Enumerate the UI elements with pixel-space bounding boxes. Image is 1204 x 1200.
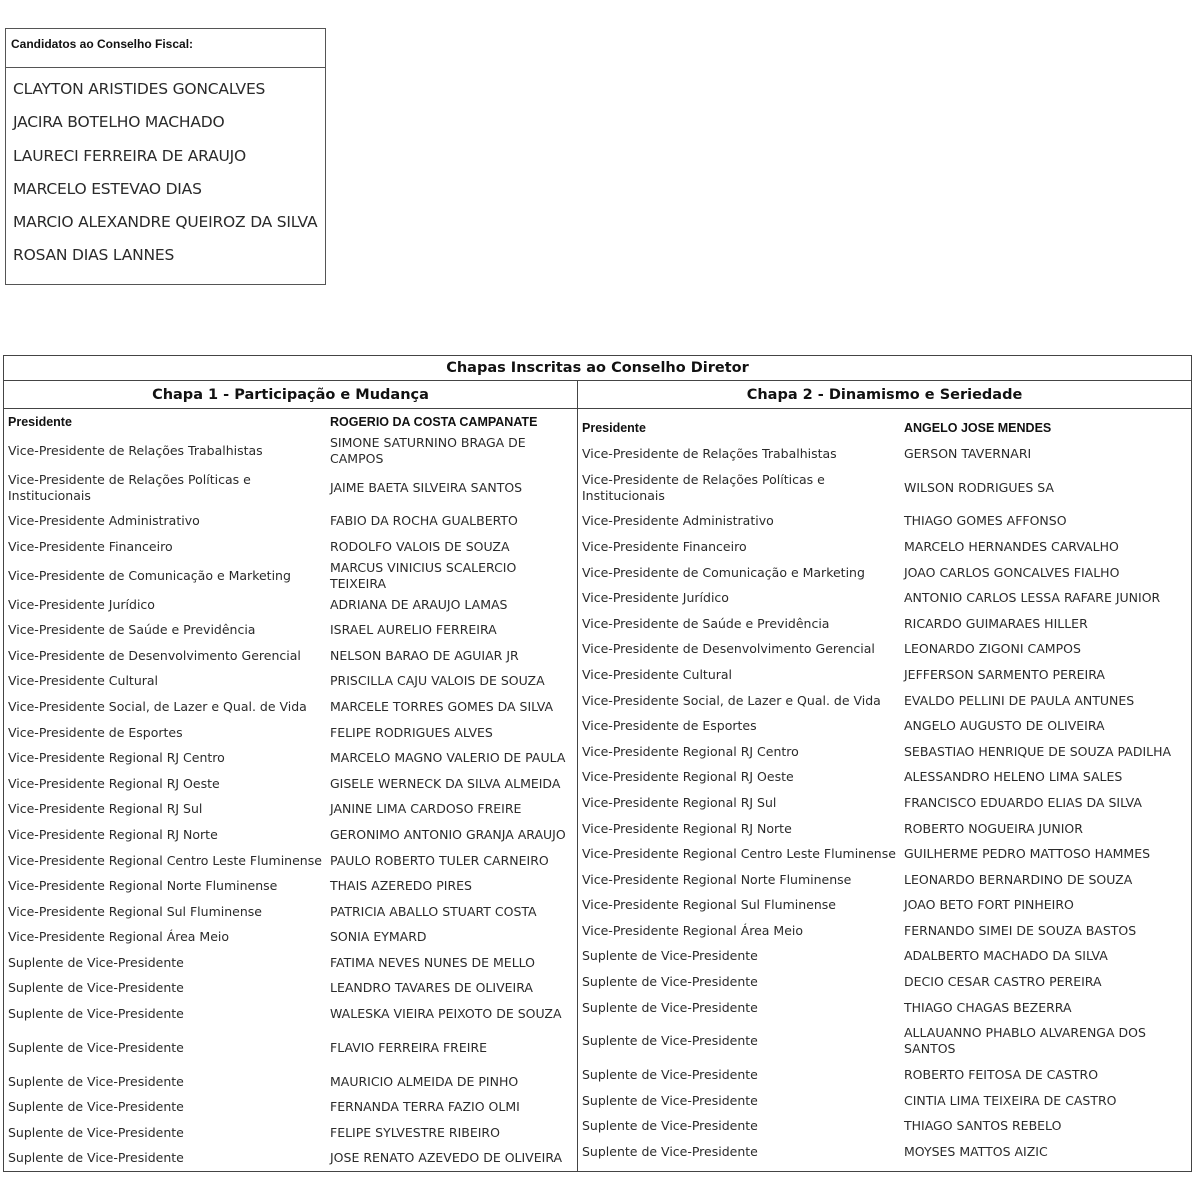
member-name-cell: JEFFERSON SARMENTO PEREIRA (904, 666, 1105, 682)
role-cell: Suplente de Vice-Presidente (8, 1150, 184, 1166)
role-cell: Vice-Presidente Social, de Lazer e Qual. de Vida (8, 698, 307, 714)
role-cell: Presidente (8, 414, 72, 429)
member-name-cell: SONIA EYMARD (330, 929, 427, 945)
table-row (4, 1027, 577, 1069)
member-name-cell: ISRAEL AURELIO FERREIRA (330, 622, 497, 638)
table-row (4, 509, 577, 535)
member-name-cell: ANGELO JOSE MENDES (904, 421, 1052, 436)
member-name-cell: JAIME BAETA SILVEIRA SANTOS (330, 479, 523, 495)
role-cell: Vice-Presidente Financeiro (8, 538, 173, 554)
role-cell: Vice-Presidente Regional Área Meio (582, 922, 804, 938)
table-row (578, 585, 1191, 611)
role-cell: Vice-Presidente de Esportes (582, 718, 757, 734)
table-row (578, 441, 1191, 467)
member-name-cell: DECIO CESAR CASTRO PEREIRA (904, 974, 1102, 990)
role-cell: Vice-Presidente Regional Norte Fluminense (582, 871, 852, 887)
table-row (4, 822, 577, 848)
role-cell: Vice-Presidente de Relações Trabalhistas (8, 442, 263, 458)
member-name-cell: LEONARDO ZIGONI CAMPOS (904, 641, 1081, 657)
role-cell: Vice-Presidente de Saúde e Previdência (8, 622, 256, 638)
table-row (578, 841, 1191, 867)
table-row (578, 944, 1191, 970)
role-cell: Vice-Presidente Regional RJ Norte (8, 826, 218, 842)
table-row (4, 643, 577, 669)
table-row (578, 867, 1191, 893)
role-cell: Vice-Presidente de Relações Políticas e Institucionais (582, 471, 825, 503)
table-row (4, 899, 577, 925)
table-row (578, 995, 1191, 1021)
fiscal-member: MARCIO ALEXANDRE QUEIROZ DA SILVA (13, 213, 318, 232)
fiscal-member: ROSAN DIAS LANNES (13, 246, 175, 265)
member-name-cell: ALESSANDRO HELENO LIMA SALES (904, 769, 1123, 785)
member-name-cell: FERNANDA TERRA FAZIO OLMI (330, 1099, 520, 1115)
member-name-cell: THIAGO CHAGAS BEZERRA (904, 999, 1072, 1015)
table-row (578, 611, 1191, 637)
table-row (4, 1120, 577, 1146)
table-row (578, 790, 1191, 816)
chapa1-title: Chapa 1 - Participação e Mudança (4, 381, 578, 409)
role-cell: Vice-Presidente Regional RJ Oeste (582, 769, 794, 785)
member-name-cell: MAURICIO ALMEIDA DE PINHO (330, 1073, 519, 1089)
member-name-cell: ANTONIO CARLOS LESSA RAFARE JUNIOR (904, 590, 1161, 606)
fiscal-member: JACIRA BOTELHO MACHADO (13, 113, 225, 132)
table-row (4, 848, 577, 874)
member-name-cell: JOSE RENATO AZEVEDO DE OLIVEIRA (330, 1150, 563, 1166)
member-name-cell: JOAO CARLOS GONCALVES FIALHO (904, 564, 1120, 580)
member-name-cell: FATIMA NEVES NUNES DE MELLO (330, 954, 536, 970)
fiscal-member: CLAYTON ARISTIDES GONCALVES (13, 80, 266, 98)
member-name-cell: ADRIANA DE ARAUJO LAMAS (330, 596, 508, 612)
member-name-cell: RICARDO GUIMARAES HILLER (904, 615, 1088, 631)
table-row (4, 467, 577, 509)
table-row (4, 1146, 577, 1172)
role-cell: Suplente de Vice-Presidente (8, 954, 184, 970)
member-name-cell: LEONARDO BERNARDINO DE SOUZA (904, 871, 1133, 887)
table-row (4, 745, 577, 771)
role-cell: Vice-Presidente Regional Sul Fluminense (582, 897, 836, 913)
table-row (578, 415, 1191, 441)
table-row (4, 1069, 577, 1095)
role-cell: Suplente de Vice-Presidente (582, 974, 758, 990)
role-cell: Vice-Presidente Regional RJ Oeste (8, 775, 220, 791)
table-row (4, 771, 577, 797)
member-name-cell: ANGELO AUGUSTO DE OLIVEIRA (904, 718, 1105, 734)
table-row (578, 918, 1191, 944)
table-row (4, 797, 577, 823)
member-name-cell: CINTIA LIMA TEIXEIRA DE CASTRO (904, 1092, 1117, 1108)
table-row (578, 467, 1191, 509)
role-cell: Vice-Presidente de Desenvolvimento Gerencial (8, 647, 301, 663)
member-name-cell: FELIPE SYLVESTRE RIBEIRO (330, 1124, 500, 1140)
role-cell: Suplente de Vice-Presidente (8, 1039, 184, 1055)
fiscal-members-list (6, 68, 325, 273)
fiscal-member: LAURECI FERREIRA DE ARAUJO (13, 146, 247, 165)
member-name-cell: ROBERTO NOGUEIRA JUNIOR (904, 820, 1083, 836)
role-cell: Suplente de Vice-Presidente (8, 980, 184, 996)
role-cell: Suplente de Vice-Presidente (8, 1124, 184, 1140)
role-cell: Vice-Presidente de Relações Políticas e Institucionais (8, 471, 251, 503)
role-cell: Vice-Presidente de Esportes (8, 724, 183, 740)
member-name-cell: MARCELE TORRES GOMES DA SILVA (330, 698, 554, 714)
table-row (4, 534, 577, 560)
table-row (4, 873, 577, 899)
table-row (578, 1062, 1191, 1088)
table-row (4, 669, 577, 695)
member-name-cell: MARCUS VINICIUS SCALERCIO TEIXEIRA (330, 559, 517, 591)
member-name-cell: THIAGO GOMES AFFONSO (904, 513, 1067, 529)
role-cell: Vice-Presidente de Comunicação e Marketing (582, 564, 865, 580)
role-cell: Vice-Presidente Financeiro (582, 538, 747, 554)
role-cell: Presidente (582, 421, 646, 436)
member-name-cell: MARCELO HERNANDES CARVALHO (904, 538, 1119, 554)
role-cell: Vice-Presidente Administrativo (8, 513, 200, 529)
table-row (578, 1139, 1191, 1165)
table-row (4, 617, 577, 643)
member-name-cell: SIMONE SATURNINO BRAGA DE CAMPOS (330, 434, 526, 466)
table-row (578, 534, 1191, 560)
table-row (578, 509, 1191, 535)
table-row (578, 765, 1191, 791)
chapa1-body (4, 409, 578, 1172)
role-cell: Suplente de Vice-Presidente (8, 1099, 184, 1115)
role-cell: Suplente de Vice-Presidente (582, 1033, 758, 1049)
table-row (578, 816, 1191, 842)
table-row (4, 1094, 577, 1120)
role-cell: Vice-Presidente Jurídico (582, 590, 729, 606)
table-row (4, 720, 577, 746)
table-row (4, 1001, 577, 1027)
member-name-cell: FELIPE RODRIGUES ALVES (330, 724, 493, 740)
table-row (4, 409, 577, 435)
role-cell: Suplente de Vice-Presidente (8, 1073, 184, 1089)
member-name-cell: FERNANDO SIMEI DE SOUZA BASTOS (904, 922, 1137, 938)
member-name-cell: MOYSES MATTOS AIZIC (904, 1144, 1048, 1160)
member-name-cell: THAIS AZEREDO PIRES (330, 878, 472, 894)
member-name-cell: FLAVIO FERREIRA FREIRE (330, 1039, 488, 1055)
table-row (4, 925, 577, 951)
member-name-cell: GUILHERME PEDRO MATTOSO HAMMES (904, 846, 1151, 862)
member-name-cell: GERONIMO ANTONIO GRANJA ARAUJO (330, 826, 566, 842)
role-cell: Suplente de Vice-Presidente (582, 948, 758, 964)
chapa1-roster (4, 409, 577, 1171)
role-cell: Suplente de Vice-Presidente (582, 999, 758, 1015)
table-row (4, 592, 577, 618)
role-cell: Vice-Presidente Regional RJ Norte (582, 820, 792, 836)
role-cell: Vice-Presidente Administrativo (582, 513, 774, 529)
table-row (4, 560, 577, 592)
chapa2-title: Chapa 2 - Dinamismo e Seriedade (578, 381, 1192, 409)
role-cell: Vice-Presidente Regional Centro Leste Fluminense (8, 852, 322, 868)
chapa2-body (578, 409, 1192, 1172)
member-name-cell: WALESKA VIEIRA PEIXOTO DE SOUZA (330, 1006, 562, 1022)
role-cell: Suplente de Vice-Presidente (582, 1092, 758, 1108)
member-name-cell: NELSON BARAO DE AGUIAR JR (330, 647, 519, 663)
table-row (578, 1088, 1191, 1114)
member-name-cell: GISELE WERNECK DA SILVA ALMEIDA (330, 775, 561, 791)
member-name-cell: ALLAUANNO PHABLO ALVARENGA DOS SANTOS (904, 1025, 1146, 1057)
role-cell: Vice-Presidente Regional Sul Fluminense (8, 903, 262, 919)
role-cell: Vice-Presidente Regional Norte Fluminense (8, 878, 278, 894)
member-name-cell: FABIO DA ROCHA GUALBERTO (330, 513, 518, 529)
role-cell: Suplente de Vice-Presidente (582, 1144, 758, 1160)
member-name-cell: ADALBERTO MACHADO DA SILVA (904, 948, 1108, 964)
member-name-cell: WILSON RODRIGUES SA (904, 479, 1054, 495)
table-row (578, 1020, 1191, 1062)
role-cell: Vice-Presidente Regional RJ Centro (582, 743, 799, 759)
table-row (578, 893, 1191, 919)
table-row (578, 637, 1191, 663)
member-name-cell: RODOLFO VALOIS DE SOUZA (330, 538, 510, 554)
fiscal-member: MARCELO ESTEVAO DIAS (13, 179, 202, 198)
table-row (578, 688, 1191, 714)
role-cell: Vice-Presidente Cultural (8, 673, 159, 689)
role-cell: Vice-Presidente de Relações Trabalhistas (582, 445, 837, 461)
role-cell: Vice-Presidente Jurídico (8, 596, 155, 612)
member-name-cell: MARCELO MAGNO VALERIO DE PAULA (330, 750, 566, 766)
role-cell: Vice-Presidente Regional RJ Centro (8, 750, 225, 766)
table-row (578, 662, 1191, 688)
role-cell: Vice-Presidente de Desenvolvimento Gerencial (582, 641, 875, 657)
member-name-cell: THIAGO SANTOS REBELO (904, 1118, 1062, 1134)
fiscal-title: Candidatos ao Conselho Fiscal: (6, 29, 325, 68)
table-row (578, 560, 1191, 586)
member-name-cell: JOAO BETO FORT PINHEIRO (904, 897, 1074, 913)
member-name-cell: ROGERIO DA COSTA CAMPANATE (330, 414, 538, 429)
table-row (578, 739, 1191, 765)
table-row (578, 1114, 1191, 1140)
member-name-cell: PAULO ROBERTO TULER CARNEIRO (330, 852, 549, 868)
member-name-cell: EVALDO PELLINI DE PAULA ANTUNES (904, 692, 1135, 708)
role-cell: Vice-Presidente de Saúde e Previdência (582, 615, 830, 631)
role-cell: Vice-Presidente de Comunicação e Marketing (8, 567, 291, 583)
role-cell: Vice-Presidente Regional Centro Leste Fluminense (582, 846, 896, 862)
table-row (578, 969, 1191, 995)
fiscal-candidates-box (5, 28, 326, 285)
role-cell: Suplente de Vice-Presidente (582, 1118, 758, 1134)
table-row (578, 713, 1191, 739)
diretor-title: Chapas Inscritas ao Conselho Diretor (4, 356, 1192, 381)
member-name-cell: JANINE LIMA CARDOSO FREIRE (330, 801, 522, 817)
member-name-cell: GERSON TAVERNARI (904, 445, 1032, 461)
member-name-cell: SEBASTIAO HENRIQUE DE SOUZA PADILHA (904, 743, 1172, 759)
role-cell: Vice-Presidente Cultural (582, 666, 733, 682)
role-cell: Vice-Presidente Regional RJ Sul (8, 801, 203, 817)
chapa2-roster (578, 415, 1191, 1164)
member-name-cell: PRISCILLA CAJU VALOIS DE SOUZA (330, 673, 545, 689)
role-cell: Suplente de Vice-Presidente (8, 1006, 184, 1022)
role-cell: Suplente de Vice-Presidente (582, 1067, 758, 1083)
member-name-cell: ROBERTO FEITOSA DE CASTRO (904, 1067, 1099, 1083)
role-cell: Vice-Presidente Social, de Lazer e Qual. de Vida (582, 692, 881, 708)
table-row (4, 976, 577, 1002)
diretor-table (3, 355, 1192, 1172)
member-name-cell: PATRICIA ABALLO STUART COSTA (330, 903, 537, 919)
role-cell: Vice-Presidente Regional RJ Sul (582, 794, 777, 810)
member-name-cell: FRANCISCO EDUARDO ELIAS DA SILVA (904, 794, 1142, 810)
table-row (4, 950, 577, 976)
table-row (4, 435, 577, 467)
member-name-cell: LEANDRO TAVARES DE OLIVEIRA (330, 980, 533, 996)
table-row (4, 694, 577, 720)
role-cell: Vice-Presidente Regional Área Meio (8, 929, 230, 945)
